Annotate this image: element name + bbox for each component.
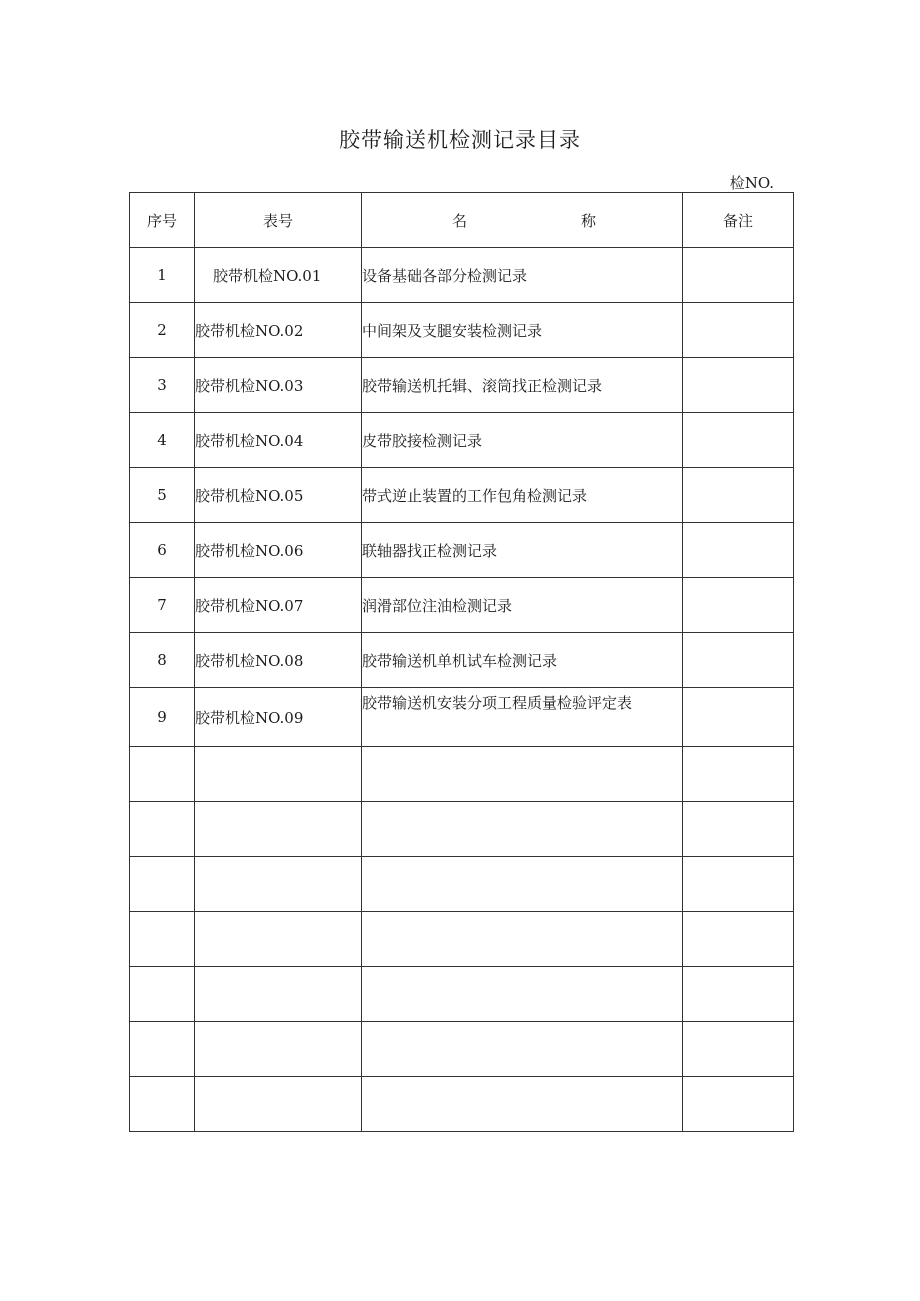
row-form-no (195, 1077, 362, 1132)
row-seq: 4 (130, 413, 195, 468)
row-name: 胶带输送机托辑、滚筒找正检测记录 (362, 358, 683, 413)
row-seq: 9 (130, 688, 195, 747)
header-form-no: 表号 (195, 193, 362, 248)
row-seq (130, 912, 195, 967)
row-form-no (195, 802, 362, 857)
row-name (362, 967, 683, 1022)
row-seq: 7 (130, 578, 195, 633)
row-name: 胶带输送机单机试车检测记录 (362, 633, 683, 688)
table-row (130, 688, 794, 747)
row-seq (130, 857, 195, 912)
row-form-no (195, 967, 362, 1022)
row-note (683, 967, 794, 1022)
table-row (130, 1022, 794, 1077)
row-name (362, 1077, 683, 1132)
row-seq (130, 747, 195, 802)
row-seq: 6 (130, 523, 195, 578)
record-catalog-table (129, 192, 794, 1132)
row-note (683, 523, 794, 578)
table-row (130, 912, 794, 967)
header-seq: 序号 (130, 193, 195, 248)
table-row (130, 248, 794, 303)
row-note (683, 248, 794, 303)
row-name (362, 802, 683, 857)
table-row (130, 802, 794, 857)
row-form-no: 胶带机检NO.08 (195, 633, 362, 688)
row-seq (130, 1022, 195, 1077)
row-note (683, 413, 794, 468)
row-form-no: 胶带机检NO.09 (195, 688, 362, 747)
row-note (683, 468, 794, 523)
row-form-no: 胶带机检NO.03 (195, 358, 362, 413)
row-form-no (195, 912, 362, 967)
row-note (683, 358, 794, 413)
row-note (683, 802, 794, 857)
row-note (683, 857, 794, 912)
row-form-no: 胶带机检NO.06 (195, 523, 362, 578)
row-name: 带式逆止装置的工作包角检测记录 (362, 468, 683, 523)
row-name: 联轴器找正检测记录 (362, 523, 683, 578)
row-form-no: 胶带机检NO.07 (195, 578, 362, 633)
row-note (683, 747, 794, 802)
row-form-no: 胶带机检NO.01 (195, 248, 362, 303)
table-row (130, 1077, 794, 1132)
row-form-no: 胶带机检NO.02 (195, 303, 362, 358)
header-name (362, 193, 683, 248)
table-row (130, 358, 794, 413)
row-seq: 1 (130, 248, 195, 303)
table-row (130, 747, 794, 802)
row-name (362, 747, 683, 802)
row-seq (130, 967, 195, 1022)
row-form-no (195, 857, 362, 912)
row-name (362, 857, 683, 912)
row-name: 皮带胶接检测记录 (362, 413, 683, 468)
row-form-no (195, 1022, 362, 1077)
header-note: 备注 (683, 193, 794, 248)
row-name: 设备基础各部分检测记录 (362, 248, 683, 303)
row-name: 胶带输送机安装分项工程质量检验评定表 (362, 688, 683, 747)
table-row (130, 413, 794, 468)
row-seq: 5 (130, 468, 195, 523)
table-row (130, 468, 794, 523)
row-note (683, 688, 794, 747)
document-number-label: 检NO. (729, 174, 774, 192)
row-form-no (195, 747, 362, 802)
row-name: 润滑部位注油检测记录 (362, 578, 683, 633)
row-seq: 3 (130, 358, 195, 413)
row-note (683, 303, 794, 358)
table-row (130, 303, 794, 358)
table-header-row (130, 193, 794, 248)
table-row (130, 857, 794, 912)
table-row (130, 633, 794, 688)
header-name-right: 称 (580, 211, 596, 230)
row-seq: 2 (130, 303, 195, 358)
row-seq (130, 1077, 195, 1132)
row-note (683, 578, 794, 633)
row-name: 中间架及支腿安装检测记录 (362, 303, 683, 358)
row-note (683, 1022, 794, 1077)
table-row (130, 523, 794, 578)
table-row (130, 578, 794, 633)
row-form-no: 胶带机检NO.05 (195, 468, 362, 523)
row-seq: 8 (130, 633, 195, 688)
header-name-left: 名 (452, 211, 468, 230)
table-row (130, 967, 794, 1022)
row-form-no: 胶带机检NO.04 (195, 413, 362, 468)
row-name (362, 912, 683, 967)
row-note (683, 1077, 794, 1132)
row-note (683, 912, 794, 967)
row-seq (130, 802, 195, 857)
row-note (683, 633, 794, 688)
row-name (362, 1022, 683, 1077)
page-title: 胶带输送机检测记录目录 (339, 128, 581, 152)
